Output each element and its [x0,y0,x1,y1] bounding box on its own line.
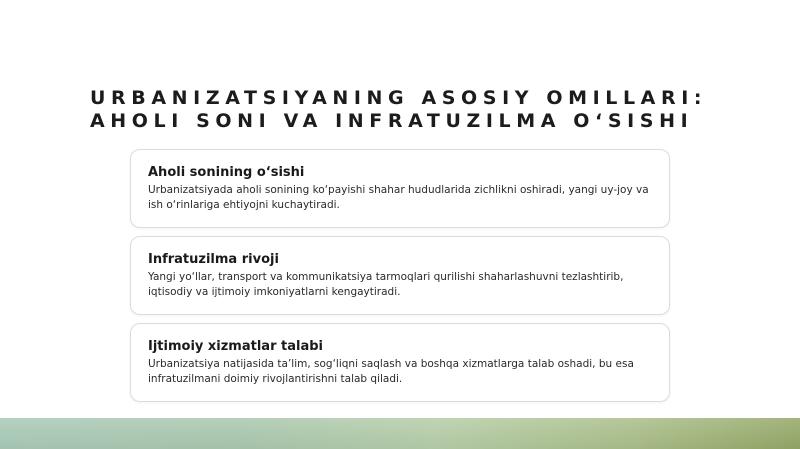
card-title: Ijtimoiy xizmatlar talabi [148,339,323,354]
card-text: Yangi yo‘llar, transport va kommunikatsiya tarmoqlari qurilishi shaharlashuvni tezlashtirib, iqtisodiy va ijtimoiy imkoniyatlarni kengaytiradi. [148,271,624,298]
card-infrastructure-development [130,236,670,315]
slide-title-line-2: AHOLI SONI VA INFRATUZILMA O‘SISHI [90,110,694,132]
slide-title [90,87,790,133]
cards-list [130,149,670,410]
card-population-growth [130,149,670,228]
decorative-footer-band [0,418,800,449]
card-title: Aholi sonining o‘sishi [148,165,305,180]
card-text: Urbanizatsiya natijasida ta’lim, sog‘liqni saqlash va boshqa xizmatlarga talab oshadi, bu esa infratuzilmani doimiy rivojlantirishni talab qiladi. [148,358,634,385]
card-social-services-demand [130,323,670,402]
card-title: Infratuzilma rivoji [148,252,279,267]
slide-title-line-1: URBANIZATSIYANING ASOSIY OMILLARI: [90,87,708,109]
card-text: Urbanizatsiyada aholi sonining ko‘payishi shahar hududlarida zichlikni oshiradi, yangi uy-joy va ish o‘rinlariga ehtiyojni kuchaytiradi. [148,184,649,211]
